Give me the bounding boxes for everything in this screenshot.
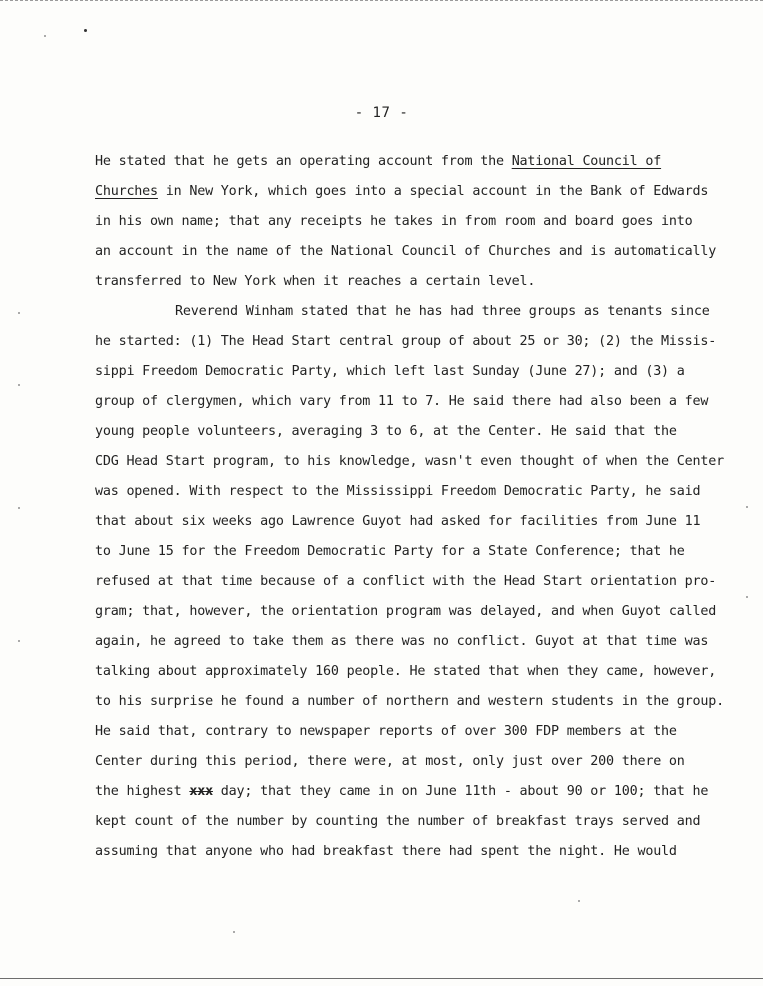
scan-speck <box>44 35 46 37</box>
text-line <box>95 447 725 477</box>
text-line <box>95 837 725 867</box>
text-line <box>95 717 725 747</box>
text-segment: the highest <box>95 784 190 799</box>
text-line <box>95 477 725 507</box>
text-segment: talking about approximately 160 people. He stated that when they came, however, <box>95 664 717 679</box>
text-segment: CDG Head Start program, to his knowledge, wasn't even thought of when the Center <box>95 454 724 469</box>
text-line <box>95 597 725 627</box>
text-line <box>95 687 725 717</box>
text-line <box>95 417 725 447</box>
text-line <box>95 777 725 807</box>
text-line <box>95 357 725 387</box>
scan-speck <box>746 596 748 598</box>
text-segment: in New York, which goes into a special account in the Bank of Edwards <box>157 184 709 199</box>
bottom-rule <box>0 978 763 979</box>
text-line <box>95 207 725 237</box>
text-line <box>95 297 725 327</box>
text-line <box>95 327 725 357</box>
text-segment: to June 15 for the Freedom Democratic Party for a State Conference; that he <box>95 544 685 559</box>
text-line <box>95 537 725 567</box>
text-line <box>95 507 725 537</box>
top-dashed-border <box>0 0 763 1</box>
text-line <box>95 657 725 687</box>
scan-speck <box>18 384 20 386</box>
text-line <box>95 567 725 597</box>
text-line <box>95 177 725 207</box>
text-segment: Center during this period, there were, at most, only just over 200 there on <box>95 754 685 769</box>
text-segment: gram; that, however, the orientation program was delayed, and when Guyot called <box>95 604 717 619</box>
scan-speck <box>18 507 20 509</box>
scan-speck <box>18 640 20 642</box>
text-segment: day; that they came in on June 11th - about 90 or 100; that he <box>212 784 709 799</box>
text-line <box>95 807 725 837</box>
text-segment: an account in the name of the National Council of Churches and is automatically <box>95 244 717 259</box>
text-segment: Reverend Winham stated that he has had three groups as tenants since <box>175 304 710 319</box>
text-segment: was opened. With respect to the Mississippi Freedom Democratic Party, he said <box>95 484 701 499</box>
text-line <box>95 747 725 777</box>
text-segment: group of clergymen, which vary from 11 to 7. He said there had also been a few <box>95 394 709 409</box>
text-segment: in his own name; that any receipts he takes in from room and board goes into <box>95 214 693 229</box>
document-body <box>95 147 725 867</box>
text-segment: He said that, contrary to newspaper reports of over 300 FDP members at the <box>95 724 677 739</box>
scan-speck <box>84 29 87 32</box>
page-number: - 17 - <box>354 105 409 121</box>
text-line <box>95 147 725 177</box>
text-line <box>95 237 725 267</box>
text-segment: again, he agreed to take them as there was no conflict. Guyot at that time was <box>95 634 709 649</box>
text-segment: transferred to New York when it reaches a certain level. <box>95 274 536 289</box>
scan-speck <box>233 931 235 933</box>
text-segment: kept count of the number by counting the number of breakfast trays served and <box>95 814 701 829</box>
text-segment: to his surprise he found a number of northern and western students in the group. <box>95 694 724 709</box>
struck-text: xxx <box>189 784 213 799</box>
text-segment: assuming that anyone who had breakfast there had spent the night. He would <box>95 844 677 859</box>
text-segment: He stated that he gets an operating account from the <box>95 154 512 169</box>
scan-speck <box>578 900 580 902</box>
text-segment: he started: (1) The Head Start central group of about 25 or 30; (2) the Missis- <box>95 334 717 349</box>
underlined-text: National Council of <box>511 154 662 169</box>
scan-speck <box>746 506 748 508</box>
text-line <box>95 387 725 417</box>
text-line <box>95 267 725 297</box>
text-segment: young people volunteers, averaging 3 to 6, at the Center. He said that the <box>95 424 677 439</box>
underlined-text: Churches <box>95 184 158 199</box>
text-line <box>95 627 725 657</box>
text-segment: that about six weeks ago Lawrence Guyot had asked for facilities from June 11 <box>95 514 701 529</box>
text-segment: sippi Freedom Democratic Party, which left last Sunday (June 27); and (3) a <box>95 364 685 379</box>
scan-speck <box>18 312 20 314</box>
text-segment: refused at that time because of a conflict with the Head Start orientation pro- <box>95 574 717 589</box>
